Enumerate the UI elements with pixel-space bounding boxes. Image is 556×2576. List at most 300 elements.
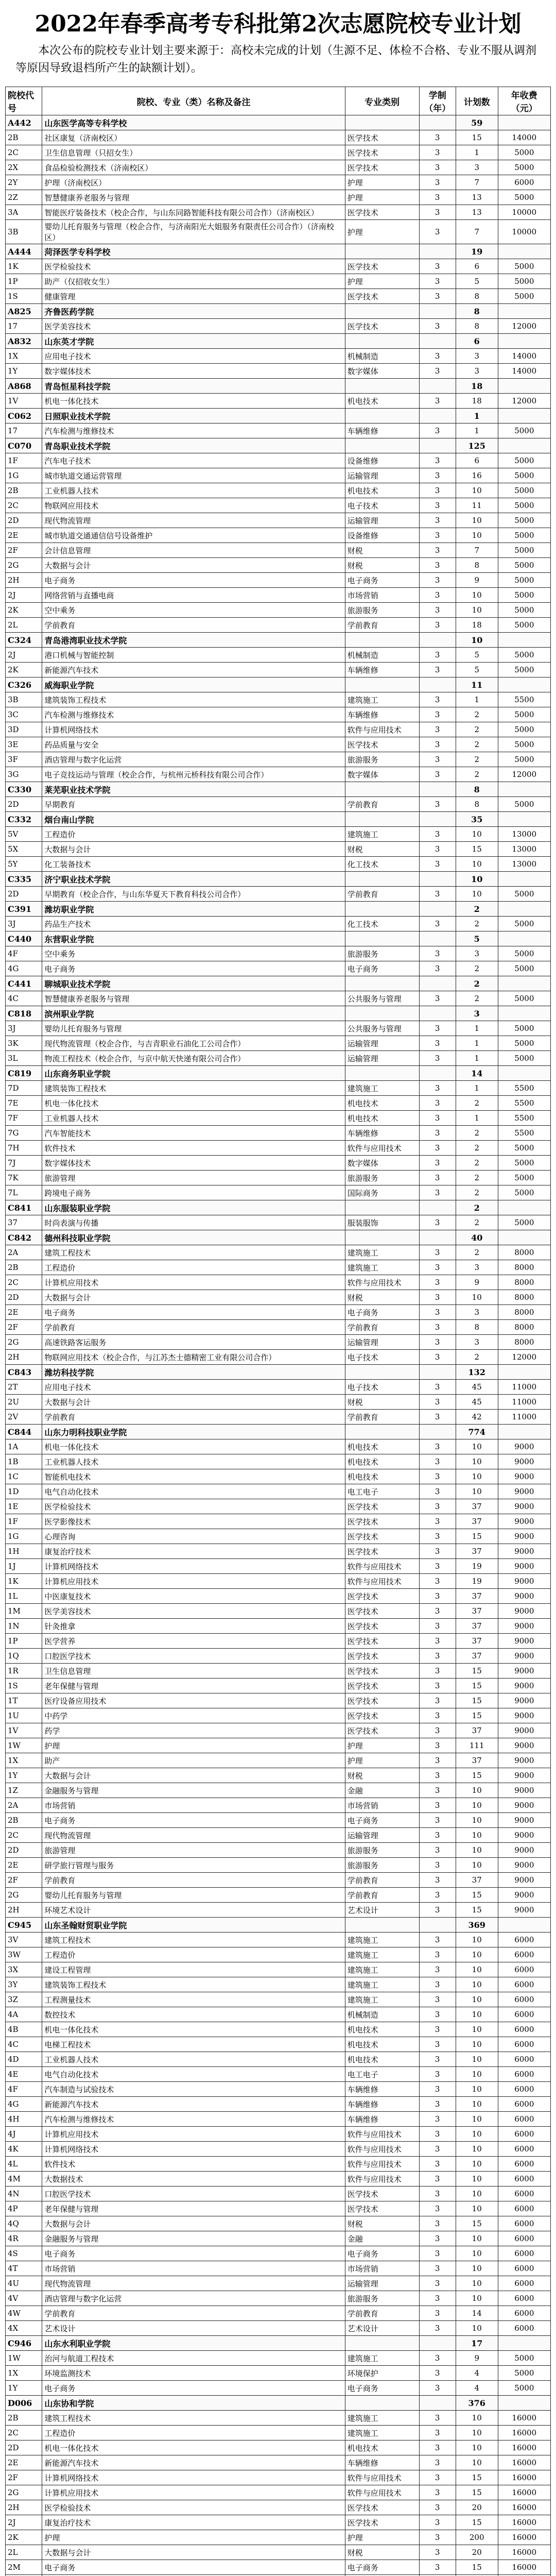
major-code: 1Y — [6, 1768, 42, 1783]
major-name: 学前教育 — [42, 1873, 345, 1888]
major-name: 医学营养 — [42, 1634, 345, 1649]
major-category: 机电技术 — [345, 1111, 419, 1126]
major-code: 4X — [6, 2321, 42, 2336]
major-row — [6, 737, 551, 752]
major-name: 软件技术 — [42, 2157, 345, 2172]
major-name: 新能源汽车技术 — [42, 2097, 345, 2112]
major-length: 3 — [419, 1215, 456, 1230]
major-row — [6, 2216, 551, 2231]
major-category: 医学技术 — [345, 1693, 419, 1708]
major-count: 18 — [456, 394, 498, 409]
major-code: 1F — [6, 1514, 42, 1529]
page-title: 2022年春季高考专科批第2次志愿院校专业计划 — [34, 11, 522, 37]
major-fee: 5000 — [498, 1021, 550, 1036]
major-code: 2B — [6, 1260, 42, 1275]
major-count: 2 — [456, 1215, 498, 1230]
major-name: 机电一体化技术 — [42, 1096, 345, 1111]
school-count: 774 — [456, 1425, 498, 1439]
major-row — [6, 827, 551, 842]
major-code: 2D — [6, 513, 42, 528]
major-name: 计算机网络技术 — [42, 1559, 345, 1574]
major-name: 电子商务 — [42, 961, 345, 976]
school-row — [6, 379, 551, 394]
school-length — [419, 409, 456, 423]
school-count: 18 — [456, 379, 498, 394]
major-name: 工业机器人技术 — [42, 1111, 345, 1126]
major-length: 3 — [419, 2216, 456, 2231]
school-fee — [498, 872, 550, 887]
major-code: 1K — [6, 259, 42, 274]
major-length: 3 — [419, 1454, 456, 1469]
major-name: 研学旅行管理与服务 — [42, 1858, 345, 1873]
major-category: 市场营销 — [345, 1798, 419, 1813]
major-count: 14 — [456, 2306, 498, 2321]
major-name: 社区康复（济南校区） — [42, 130, 345, 145]
major-fee: 10000 — [498, 220, 550, 244]
major-name: 软件技术 — [42, 1141, 345, 1156]
major-code: 4Q — [6, 2216, 42, 2231]
major-row — [6, 1335, 551, 1350]
major-name: 机电一体化技术 — [42, 2022, 345, 2037]
major-name: 电梯工程技术 — [42, 2037, 345, 2052]
major-count: 11 — [456, 498, 498, 513]
major-length: 3 — [419, 2515, 456, 2530]
major-row — [6, 1410, 551, 1425]
major-length: 3 — [419, 349, 456, 364]
major-category: 旅游服务 — [345, 1843, 419, 1858]
major-code: 7G — [6, 1126, 42, 1141]
major-count: 1 — [456, 423, 498, 438]
major-length: 3 — [419, 1305, 456, 1320]
major-count: 5 — [456, 663, 498, 677]
major-category: 数字媒体 — [345, 364, 419, 379]
major-count: 8 — [456, 319, 498, 334]
school-code: A868 — [6, 379, 42, 394]
major-fee: 9000 — [498, 1693, 550, 1708]
major-fee: 9000 — [498, 1828, 550, 1843]
major-count: 3 — [456, 160, 498, 175]
school-name: 滨州职业学院 — [42, 1006, 345, 1021]
major-fee: 6000 — [498, 175, 550, 190]
major-row — [6, 2052, 551, 2067]
major-length: 3 — [419, 1738, 456, 1753]
major-row — [6, 2291, 551, 2306]
major-fee: 8000 — [498, 1305, 550, 1320]
major-count: 42 — [456, 1410, 498, 1425]
major-name: 电子商务 — [42, 2560, 345, 2575]
school-code: D006 — [6, 2396, 42, 2411]
major-fee: 16000 — [498, 2411, 550, 2426]
major-fee: 5000 — [498, 289, 550, 304]
major-name: 计算机应用技术 — [42, 1275, 345, 1290]
school-count: 369 — [456, 1918, 498, 1933]
school-fee — [498, 1066, 550, 1081]
major-count: 10 — [456, 2187, 498, 2201]
major-row — [6, 2515, 551, 2530]
major-category: 财税 — [345, 1395, 419, 1410]
major-category: 建筑施工 — [345, 2426, 419, 2441]
major-category: 建筑施工 — [345, 692, 419, 707]
major-code: 3D — [6, 722, 42, 737]
major-name: 药品生产技术 — [42, 917, 345, 931]
school-name: 德州科技职业学院 — [42, 1230, 345, 1245]
school-count: 6 — [456, 334, 498, 349]
major-name: 医学检验技术 — [42, 259, 345, 274]
major-count: 15 — [456, 1664, 498, 1679]
school-length — [419, 872, 456, 887]
header-fee: 年收费（元） — [498, 87, 550, 115]
major-length: 3 — [419, 130, 456, 145]
major-name: 汽车检测与维修技术 — [42, 2112, 345, 2127]
major-code: 2F — [6, 1873, 42, 1888]
major-fee: 8000 — [498, 1320, 550, 1335]
school-fee — [498, 976, 550, 991]
major-row — [6, 1753, 551, 1768]
major-fee: 5000 — [498, 190, 550, 205]
major-fee: 14000 — [498, 349, 550, 364]
major-count: 9 — [456, 573, 498, 588]
major-name: 市场营销 — [42, 1798, 345, 1813]
school-fee — [498, 1918, 550, 1933]
school-category — [345, 438, 419, 453]
major-code: 2X — [6, 160, 42, 175]
major-count: 10 — [456, 887, 498, 902]
school-fee — [498, 244, 550, 259]
major-category: 旅游服务 — [345, 752, 419, 767]
major-length: 3 — [419, 752, 456, 767]
school-category — [345, 304, 419, 319]
major-row — [6, 2545, 551, 2560]
school-row — [6, 438, 551, 453]
school-row — [6, 931, 551, 946]
major-fee: 5000 — [498, 991, 550, 1006]
major-name: 电子商务 — [42, 2246, 345, 2261]
major-length: 3 — [419, 1260, 456, 1275]
major-count: 10 — [456, 1933, 498, 1947]
major-category: 建筑施工 — [345, 1245, 419, 1260]
major-fee: 6000 — [498, 2216, 550, 2231]
major-name: 计算机应用技术 — [42, 2127, 345, 2142]
major-count: 10 — [456, 2201, 498, 2216]
major-count: 10 — [456, 2067, 498, 2082]
major-fee: 12000 — [498, 767, 550, 782]
major-length: 3 — [419, 2426, 456, 2441]
major-count: 1 — [456, 1111, 498, 1126]
major-name: 大数据与会计 — [42, 1768, 345, 1783]
major-code: 1N — [6, 1619, 42, 1634]
school-fee — [498, 902, 550, 917]
major-code: 5V — [6, 827, 42, 842]
major-length: 3 — [419, 2142, 456, 2157]
major-row — [6, 1888, 551, 1903]
major-fee: 5000 — [498, 946, 550, 961]
major-fee: 16000 — [498, 2455, 550, 2470]
major-length: 3 — [419, 648, 456, 663]
major-name: 新能源汽车技术 — [42, 663, 345, 677]
major-category: 车辆维修 — [345, 2455, 419, 2470]
school-count: 2 — [456, 1200, 498, 1215]
major-length: 3 — [419, 842, 456, 857]
school-count: 11 — [456, 677, 498, 692]
major-count: 15 — [456, 2515, 498, 2530]
major-row — [6, 528, 551, 543]
major-fee: 5000 — [498, 1051, 550, 1066]
school-code: C945 — [6, 1918, 42, 1933]
major-fee: 12000 — [498, 394, 550, 409]
major-category: 机械制造 — [345, 648, 419, 663]
major-row — [6, 349, 551, 364]
major-length: 3 — [419, 663, 456, 677]
major-length: 3 — [419, 1051, 456, 1066]
major-length: 3 — [419, 1962, 456, 1977]
major-code: 2K — [6, 2530, 42, 2545]
major-fee: 5000 — [498, 573, 550, 588]
major-length: 3 — [419, 767, 456, 782]
major-fee: 13000 — [498, 842, 550, 857]
major-category: 建筑施工 — [345, 827, 419, 842]
major-count: 10 — [456, 588, 498, 603]
major-row — [6, 2500, 551, 2515]
major-code: 2U — [6, 1395, 42, 1410]
major-name: 旅游管理 — [42, 1171, 345, 1185]
major-name: 电子商务 — [42, 2381, 345, 2396]
major-fee: 5000 — [498, 707, 550, 722]
major-row — [6, 887, 551, 902]
school-name: 东营职业学院 — [42, 931, 345, 946]
major-count: 45 — [456, 1395, 498, 1410]
major-row — [6, 1873, 551, 1888]
major-row — [6, 797, 551, 812]
major-row — [6, 2142, 551, 2157]
major-row — [6, 2201, 551, 2216]
major-row — [6, 468, 551, 483]
major-code: 1X — [6, 349, 42, 364]
school-code: C819 — [6, 1066, 42, 1081]
major-fee: 9000 — [498, 1888, 550, 1903]
major-name: 医学影像技术 — [42, 1514, 345, 1529]
major-category: 医学技术 — [345, 1544, 419, 1559]
major-category: 建筑施工 — [345, 1962, 419, 1977]
major-count: 7 — [456, 543, 498, 558]
major-fee: 6000 — [498, 2306, 550, 2321]
major-fee: 5000 — [498, 588, 550, 603]
major-category: 软件与应用技术 — [345, 2157, 419, 2172]
major-code: 3W — [6, 1947, 42, 1962]
school-code: C844 — [6, 1425, 42, 1439]
school-category — [345, 334, 419, 349]
major-count: 37 — [456, 1544, 498, 1559]
major-code: 2C — [6, 1275, 42, 1290]
major-count: 3 — [456, 1260, 498, 1275]
major-count: 10 — [456, 2052, 498, 2067]
major-name: 机电一体化技术 — [42, 394, 345, 409]
school-fee — [498, 1425, 550, 1439]
major-row — [6, 2426, 551, 2441]
major-fee: 6000 — [498, 2142, 550, 2157]
major-fee: 9000 — [498, 1753, 550, 1768]
major-name: 智慧健康养老服务与管理 — [42, 991, 345, 1006]
major-row — [6, 364, 551, 379]
major-row — [6, 1081, 551, 1096]
major-count: 37 — [456, 1649, 498, 1664]
school-length — [419, 1425, 456, 1439]
major-code: 2K — [6, 603, 42, 618]
school-row — [6, 1006, 551, 1021]
major-category: 护理 — [345, 1738, 419, 1753]
major-name: 机电一体化技术 — [42, 1439, 345, 1454]
major-row — [6, 2022, 551, 2037]
major-count: 8 — [456, 558, 498, 573]
major-row — [6, 857, 551, 872]
major-count: 5 — [456, 274, 498, 289]
major-code: 1S — [6, 289, 42, 304]
school-length — [419, 334, 456, 349]
major-count: 1 — [456, 1051, 498, 1066]
major-row — [6, 1574, 551, 1589]
school-code: C946 — [6, 2336, 42, 2351]
major-length: 3 — [419, 2172, 456, 2187]
major-name: 医疗设备应用技术 — [42, 1693, 345, 1708]
major-row — [6, 1962, 551, 1977]
school-count: 8 — [456, 782, 498, 797]
major-length: 3 — [419, 145, 456, 160]
major-code: 2D — [6, 887, 42, 902]
major-row — [6, 175, 551, 190]
major-length: 3 — [419, 1933, 456, 1947]
major-name: 电子商务 — [42, 1813, 345, 1828]
major-category: 建筑施工 — [345, 1977, 419, 1992]
major-row — [6, 1036, 551, 1051]
school-name: 山东协和学院 — [42, 2396, 345, 2411]
major-fee: 6000 — [498, 2321, 550, 2336]
major-fee: 9000 — [498, 1574, 550, 1589]
major-name: 电子竞技运动与管理（校企合作，与杭州元桥科技有限公司合作） — [42, 767, 345, 782]
major-code: 1G — [6, 468, 42, 483]
school-count: 2 — [456, 976, 498, 991]
major-row — [6, 603, 551, 618]
major-category: 医学技术 — [345, 205, 419, 220]
major-length: 3 — [419, 1021, 456, 1036]
school-fee — [498, 334, 550, 349]
major-length: 3 — [419, 2261, 456, 2276]
major-category: 软件与应用技术 — [345, 2127, 419, 2142]
major-count: 10 — [456, 1947, 498, 1962]
school-row — [6, 1365, 551, 1380]
school-code: C843 — [6, 1365, 42, 1380]
major-name: 计算机网络技术 — [42, 722, 345, 737]
major-category: 医学技术 — [345, 160, 419, 175]
major-row — [6, 917, 551, 931]
major-fee: 6000 — [498, 2097, 550, 2112]
major-code: 7K — [6, 1171, 42, 1185]
major-fee: 6000 — [498, 2052, 550, 2067]
school-category — [345, 244, 419, 259]
major-category: 学前教育 — [345, 618, 419, 633]
major-fee: 6000 — [498, 2246, 550, 2261]
major-count: 8 — [456, 289, 498, 304]
major-row — [6, 2441, 551, 2455]
major-category: 旅游服务 — [345, 2291, 419, 2306]
major-fee: 5000 — [498, 259, 550, 274]
major-length: 3 — [419, 1679, 456, 1693]
major-count: 2 — [456, 1245, 498, 1260]
major-length: 3 — [419, 2022, 456, 2037]
major-row — [6, 2530, 551, 2545]
major-code: 2H — [6, 2500, 42, 2515]
major-count: 10 — [456, 1484, 498, 1499]
major-fee: 9000 — [498, 1619, 550, 1634]
school-length — [419, 902, 456, 917]
major-category: 财税 — [345, 842, 419, 857]
major-name: 大数据与会计 — [42, 842, 345, 857]
major-category: 护理 — [345, 1753, 419, 1768]
major-count: 10 — [456, 483, 498, 498]
major-row — [6, 394, 551, 409]
major-category: 软件与应用技术 — [345, 1141, 419, 1156]
school-length — [419, 2396, 456, 2411]
school-name: 潍坊科技学院 — [42, 1365, 345, 1380]
major-name: 口腔医学技术 — [42, 1649, 345, 1664]
major-row — [6, 1111, 551, 1126]
major-fee: 5000 — [498, 498, 550, 513]
major-row — [6, 2560, 551, 2575]
major-count: 200 — [456, 2530, 498, 2545]
major-code: 4N — [6, 2187, 42, 2201]
major-count: 10 — [456, 2321, 498, 2336]
major-length: 3 — [419, 1350, 456, 1365]
major-count: 8 — [456, 797, 498, 812]
school-name: 潍坊职业学院 — [42, 902, 345, 917]
major-fee: 5000 — [498, 2366, 550, 2381]
school-name: 山东商务职业学院 — [42, 1066, 345, 1081]
major-name: 环境艺术设计 — [42, 1903, 345, 1918]
school-row — [6, 1200, 551, 1215]
major-row — [6, 1320, 551, 1335]
major-length: 3 — [419, 1096, 456, 1111]
school-count: 5 — [456, 931, 498, 946]
major-row — [6, 2037, 551, 2052]
major-length: 3 — [419, 1813, 456, 1828]
major-code: 4J — [6, 2127, 42, 2142]
major-length: 3 — [419, 573, 456, 588]
table-body — [6, 115, 551, 2576]
major-category: 建筑施工 — [345, 2351, 419, 2366]
major-name: 金融服务与管理 — [42, 2231, 345, 2246]
major-code: 4S — [6, 2246, 42, 2261]
header-length: 学制（年） — [419, 87, 456, 115]
school-row — [6, 677, 551, 692]
major-count: 15 — [456, 2216, 498, 2231]
major-fee: 9000 — [498, 1469, 550, 1484]
school-row — [6, 633, 551, 648]
major-count: 4 — [456, 2366, 498, 2381]
major-fee: 10000 — [498, 205, 550, 220]
major-fee: 9000 — [498, 1514, 550, 1529]
major-fee: 6000 — [498, 2172, 550, 2187]
major-category: 金融 — [345, 1783, 419, 1798]
school-fee — [498, 677, 550, 692]
major-row — [6, 259, 551, 274]
major-count: 10 — [456, 2441, 498, 2455]
major-fee: 9000 — [498, 1439, 550, 1454]
major-category: 电子商务 — [345, 573, 419, 588]
major-count: 6 — [456, 259, 498, 274]
school-length — [419, 1066, 456, 1081]
major-length: 3 — [419, 498, 456, 513]
school-category — [345, 931, 419, 946]
school-length — [419, 115, 456, 130]
major-code: 2Y — [6, 175, 42, 190]
